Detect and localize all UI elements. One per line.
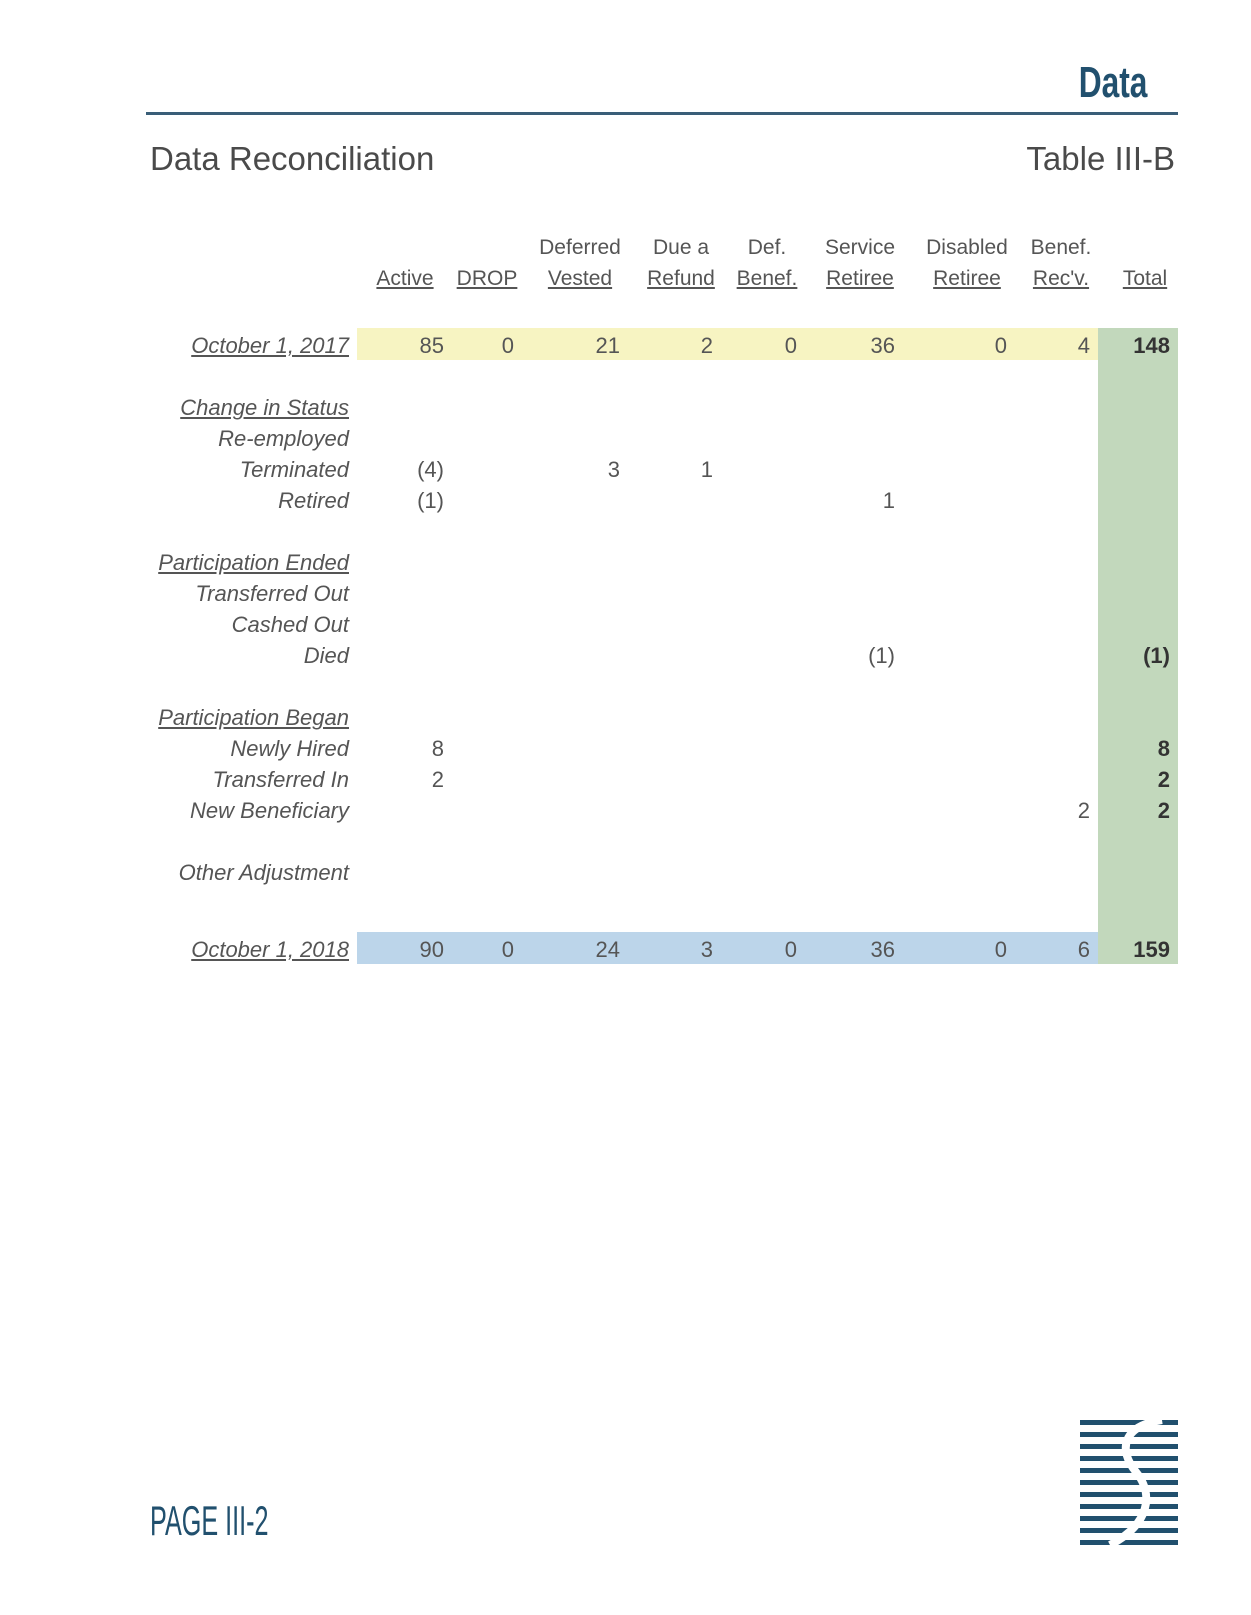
page-title: Data Reconciliation xyxy=(150,140,435,177)
row-label: Retired xyxy=(278,488,349,513)
column-header xyxy=(530,232,630,294)
column-header xyxy=(917,232,1017,294)
row-label: Terminated xyxy=(239,457,349,482)
table-cell: (4) xyxy=(417,457,444,482)
table-cell: 0 xyxy=(784,333,797,358)
page-number: PAGE III-2 xyxy=(150,1497,269,1544)
column-header-line1: Disabled xyxy=(926,236,1008,259)
column-header xyxy=(717,232,817,294)
row-label: New Beneficiary xyxy=(190,798,349,823)
section-title: Data xyxy=(1078,58,1147,107)
table-id: Table III-B xyxy=(1026,140,1175,177)
column-header xyxy=(437,232,537,294)
column-header-line2: Retiree xyxy=(826,267,894,290)
column-header-line2: Refund xyxy=(647,267,715,290)
column-header xyxy=(1095,232,1195,294)
column-header-line1: Service xyxy=(824,236,896,259)
table-cell: 3 xyxy=(700,937,713,962)
table-cell: 148 xyxy=(1133,333,1170,358)
table-cell: 159 xyxy=(1133,937,1170,962)
column-header-line2: Benef. xyxy=(736,267,798,290)
table-cell: 0 xyxy=(994,333,1007,358)
row-label: Newly Hired xyxy=(230,736,349,761)
column-header-line2: Rec'v. xyxy=(1032,267,1090,290)
table-cell: 2 xyxy=(1077,798,1090,823)
column-header-line1 xyxy=(437,232,537,263)
table-cell: (1) xyxy=(868,643,895,668)
table-cell: 0 xyxy=(501,333,514,358)
table-cell: 0 xyxy=(784,937,797,962)
row-label: October 1, 2018 xyxy=(191,937,349,962)
row-label: Cashed Out xyxy=(231,612,349,637)
table-cell: 2 xyxy=(1157,798,1170,823)
row-label: Transferred Out xyxy=(195,581,349,606)
column-header-line1: Def. xyxy=(747,236,787,259)
table-cell: 0 xyxy=(994,937,1007,962)
row-label: Change in Status xyxy=(180,395,349,420)
column-header-line2: Active xyxy=(376,267,434,290)
table-cell: (1) xyxy=(417,488,444,513)
table-cell: 90 xyxy=(419,937,444,962)
row-label: Participation Ended xyxy=(158,550,349,575)
row-label: Re-employed xyxy=(218,426,349,451)
table-cell: 21 xyxy=(595,333,620,358)
row-label: Participation Began xyxy=(158,705,349,730)
row-label: Other Adjustment xyxy=(178,860,349,885)
table-cell: 36 xyxy=(870,937,895,962)
row-label: October 1, 2017 xyxy=(191,333,349,358)
table-cell: 8 xyxy=(1157,736,1170,761)
table-cell: 6 xyxy=(1077,937,1090,962)
table-cell: 1 xyxy=(700,457,713,482)
table-cell: 36 xyxy=(870,333,895,358)
column-header-line1: Deferred xyxy=(539,236,621,259)
striped-s-logo-icon xyxy=(1080,1420,1178,1546)
row-label: Transferred In xyxy=(212,767,349,792)
table-cell: 0 xyxy=(501,937,514,962)
table-cell: 8 xyxy=(431,736,444,761)
table-cell: (1) xyxy=(1143,643,1170,668)
table-cell: 4 xyxy=(1077,333,1090,358)
column-header-line2: Retiree xyxy=(933,267,1001,290)
row-label: Died xyxy=(303,643,349,668)
top-rule xyxy=(146,112,1178,115)
column-header xyxy=(810,232,910,294)
table-cell: 3 xyxy=(607,457,620,482)
column-header-line2: DROP xyxy=(456,267,518,290)
table-cell: 1 xyxy=(882,488,895,513)
table-cell: 24 xyxy=(595,937,620,962)
table-cell: 2 xyxy=(1157,767,1170,792)
table-cell: 2 xyxy=(431,767,444,792)
column-header-line1 xyxy=(1095,232,1195,263)
column-header xyxy=(631,232,731,294)
column-header-line1: Benef. xyxy=(1030,236,1092,259)
column-header-line2: Total xyxy=(1122,267,1168,290)
table-cell: 85 xyxy=(419,333,444,358)
table-cell: 2 xyxy=(700,333,713,358)
column-header-line1: Due a xyxy=(652,236,710,259)
column-header-line2: Vested xyxy=(547,267,613,290)
